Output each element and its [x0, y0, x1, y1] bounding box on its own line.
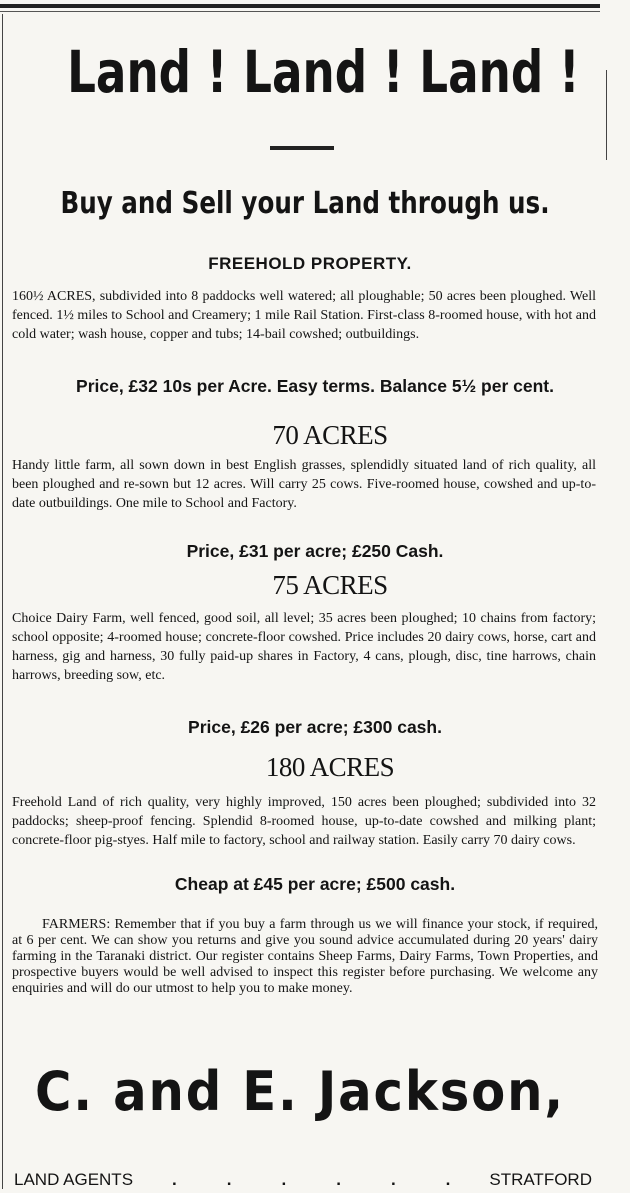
footer-dot: .: [336, 1170, 341, 1189]
listing-price: Price, £32 10s per Acre. Easy terms. Balance 5½ per cent.: [76, 376, 554, 396]
firm-signature: C. and E. Jackson,: [34, 1060, 566, 1123]
listing-acres-heading: 180 ACRES: [265, 752, 395, 782]
footer-dots: [172, 1170, 450, 1190]
right-border: [606, 70, 607, 160]
listing-description: Handy little farm, all sown down in best English grasses, splendidly situated land of rich quality, all been ploughed and re-sown but 12 acres. Will carry 25 cows. Five-roomed house, cowshed and up-to-date outbuildings. One mile to School and Factory.: [12, 458, 596, 511]
listing-description: Freehold Land of rich quality, very highly improved, 150 acres been ploughed; subdivided into 32 paddocks; sheep-proof fencing. Splendid 8-roomed house, up-to-date cowshed and milking plant; concrete-floor pig-styes. Half mile to factory, school and railway station. Easily carry 70 dairy cows.: [12, 795, 596, 848]
listing-price: Cheap at £45 per acre; £500 cash.: [174, 874, 456, 894]
farmers-notice: FARMERS: Remember that if you buy a farm through us we will finance your stock, if required, at 6 per cent. We can show you returns and give you sound advice accumulated during 20 years' dairy farming in the Taranaki district. Our register contains Sheep Farms, Dairy Farms, Town Properties, and prospective buyers would be well advised to inspect this register before purchasing. We welcome any enquiries and will do our utmost to help you to make money.: [12, 917, 598, 996]
footer-dot: .: [390, 1170, 396, 1189]
listing-price: Price, £31 per acre; £250 Cash.: [186, 541, 444, 561]
footer-right: STRATFORD: [489, 1170, 592, 1189]
top-rule: [0, 4, 600, 8]
headline: Land ! Land ! Land !: [67, 38, 580, 106]
footer: [14, 1170, 592, 1190]
top-rule-thin: [0, 11, 600, 12]
footer-dot: .: [172, 1170, 177, 1189]
listing-acres-heading: 70 ACRES: [272, 420, 388, 450]
footer-dot: .: [281, 1170, 287, 1189]
listing-price: Price, £26 per acre; £300 cash.: [188, 717, 442, 737]
footer-dot: .: [445, 1170, 451, 1189]
section-title: FREEHOLD PROPERTY.: [208, 254, 412, 273]
listing-description: Choice Dairy Farm, well fenced, good soil, all level; 35 acres been ploughed; 10 chains from factory; school opposite; 4-roomed house; concrete-floor cowshed. Price includes 20 dairy cows, horse, cart and harness, gig and harness, 30 fully paid-up shares in Factory, 4 cans, plough, disc, tine harrows, chain harrows, breeding sow, etc.: [12, 611, 596, 683]
listing-description: 160½ ACRES, subdivided into 8 paddocks well watered; all ploughable; 50 acres been ploughed. Well fenced. 1½ miles to School and Creamery; 1 mile Rail Station. First-class 8-roomed house, with hot and cold water; wash house, copper and tubs; 14-bail cowshed; outbuildings.: [12, 289, 596, 342]
subheadline: Buy and Sell your Land through us.: [60, 186, 550, 221]
footer-left: LAND AGENTS: [14, 1170, 134, 1189]
listing-acres-heading: 75 ACRES: [272, 570, 388, 600]
footer-dot: .: [226, 1170, 232, 1189]
left-border: [2, 14, 3, 1189]
headline-divider: [270, 146, 334, 150]
